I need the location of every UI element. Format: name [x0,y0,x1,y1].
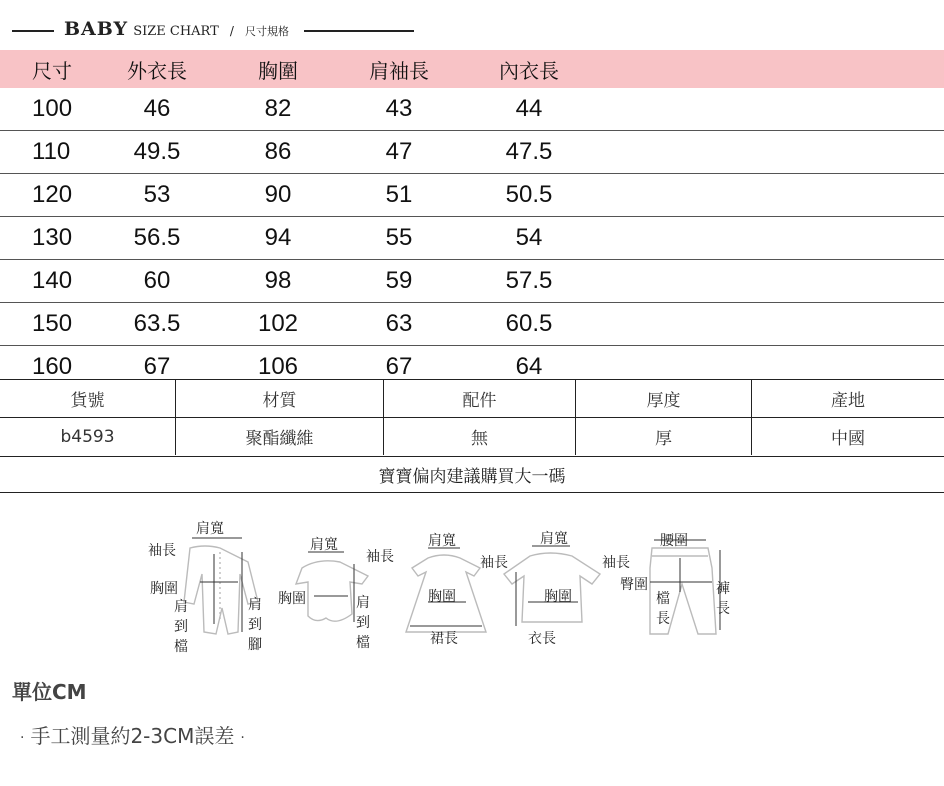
table-cell: 46 [143,95,171,122]
table-cell: 60.5 [505,310,553,337]
romper-illustration [184,546,258,634]
top-shoulder-label: 肩寬 [540,531,568,547]
header-rule-right [304,30,414,32]
pants-waist-label: 腰圍 [660,533,688,549]
table-row [0,131,944,174]
romper-shoulder-label: 肩寬 [196,521,224,537]
info-header-item-no: 貨號 [0,380,176,417]
size-table-header [0,50,944,88]
table-cell: 106 [257,353,299,380]
table-cell: 47 [385,138,413,165]
table-cell: 44 [515,95,543,122]
romper-shoulder-crotch-1: 肩 [174,599,188,615]
bodysuit-shoulder-crotch-1: 肩 [356,595,370,611]
top-chest-label: 胸圍 [544,589,572,605]
romper-shoulder-foot-2: 到 [248,617,262,633]
dress-chest-label: 胸圍 [428,589,456,605]
size-advice-note: 寶寶偏肉建議購買大一碼 [0,456,944,493]
table-cell: 86 [264,138,292,165]
bodysuit-shoulder-crotch-3: 檔 [356,635,370,651]
table-row [0,217,944,260]
pants-hip-label: 臀圍 [620,577,648,593]
table-cell: 63.5 [133,310,181,337]
table-cell: 60 [143,267,171,294]
top-illustration [504,553,600,622]
top-sleeve-label: 袖長 [602,555,630,571]
romper-shoulder-foot-3: 腳 [248,637,262,653]
table-cell: 67 [143,353,171,380]
table-cell: 67 [385,353,413,380]
table-cell: 90 [264,181,292,208]
info-value-row [0,418,944,455]
pants-length-2: 長 [716,601,730,617]
top-length-label: 衣長 [528,631,556,647]
table-cell: 150 [32,310,73,337]
table-cell: 102 [257,310,299,337]
table-row [0,260,944,303]
romper-shoulder-crotch-2: 到 [174,619,188,635]
romper-shoulder-crotch-3: 檔 [174,639,188,655]
column-header-size: 尺寸 [32,58,72,83]
table-cell: 50.5 [505,181,553,208]
pants-length-1: 褲 [716,581,730,597]
table-cell: 120 [32,181,73,208]
table-row [0,88,944,131]
unit-label: 單位CM [12,680,87,704]
info-value-thickness: 厚 [576,418,752,455]
table-cell: 140 [32,267,73,294]
table-cell: 63 [385,310,413,337]
info-header-material: 材質 [176,380,384,417]
info-header-origin: 產地 [831,391,865,411]
header-title [64,18,289,40]
bullet-dot-left: · [20,729,25,746]
size-chart-header [0,0,944,50]
info-value-accessories: 無 [384,418,576,455]
info-value-material: 聚酯纖維 [176,418,384,455]
measurement-diagrams [130,522,750,662]
romper-shoulder-foot-1: 肩 [248,597,262,613]
info-value-item-no: b4593 [0,418,176,455]
table-cell: 82 [264,95,292,122]
table-cell: 98 [264,267,292,294]
table-cell: 55 [385,224,413,251]
bodysuit-shoulder-crotch-2: 到 [356,615,370,631]
table-row [0,303,944,346]
column-header-shoulder-sleeve: 肩袖長 [369,58,429,83]
table-cell: 110 [32,138,71,165]
table-cell: 57.5 [505,267,553,294]
info-header-row [0,380,944,418]
romper-sleeve-label: 袖長 [148,543,176,559]
dress-skirt-label: 裙長 [430,631,458,647]
column-header-inner-length: 內衣長 [499,58,559,83]
size-table [0,50,944,388]
table-cell: 56.5 [133,224,181,251]
column-header-chest: 胸圍 [258,58,298,83]
bodysuit-shoulder-label: 肩寬 [310,537,338,553]
product-info-table [0,379,944,457]
table-cell: 51 [385,181,413,208]
info-header-accessories: 配件 [384,380,576,417]
header-title-cn: 尺寸規格 [245,25,290,38]
table-cell: 54 [515,224,543,251]
info-value-origin: 中國 [831,429,865,449]
pants-crotch-1: 檔 [656,591,670,607]
info-header-thickness: 厚度 [576,380,752,417]
header-brand: BABY [64,18,129,40]
dress-sleeve-label: 袖長 [480,555,508,571]
table-cell: 49.5 [133,138,181,165]
table-cell: 94 [264,224,292,251]
bodysuit-sleeve-label: 袖長 [366,549,394,565]
measurement-error-note [14,720,251,749]
header-subtitle: SIZE CHART [133,24,219,39]
header-rule-left [12,30,54,32]
header-separator: / [229,24,234,38]
table-cell: 59 [385,267,413,294]
pants-crotch-2: 長 [656,611,670,627]
table-cell: 43 [385,95,413,122]
table-cell: 160 [32,353,73,380]
table-cell: 53 [143,181,171,208]
table-cell: 47.5 [505,138,553,165]
table-cell: 64 [515,353,543,380]
table-row [0,174,944,217]
bodysuit-illustration [296,561,368,621]
table-cell: 100 [32,95,73,122]
dress-shoulder-label: 肩寬 [428,533,456,549]
romper-chest-label: 胸圍 [150,581,178,597]
bodysuit-chest-label: 胸圍 [278,591,306,607]
table-cell: 130 [32,224,73,251]
measurement-error-text: 手工測量約2-3CM誤差 [30,724,235,748]
bullet-dot-right: · [240,729,245,746]
column-header-outer-length: 外衣長 [127,58,187,83]
